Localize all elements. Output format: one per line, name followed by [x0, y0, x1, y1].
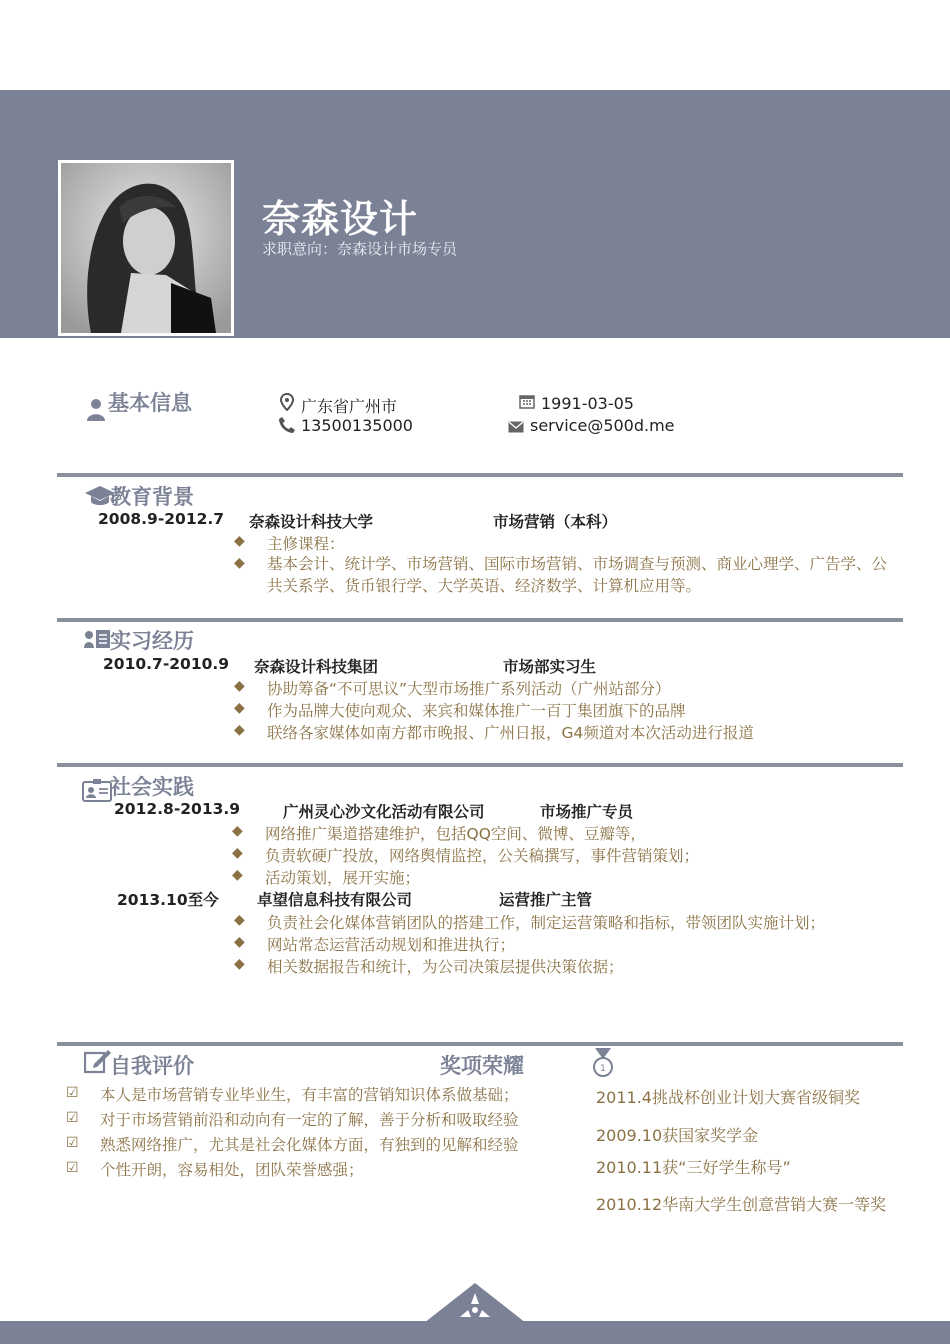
- divider: [57, 618, 903, 622]
- divider: [57, 473, 903, 477]
- job-item: 网络推广渠道搭建维护，包括QQ空间、微博、豆瓣等，: [265, 825, 646, 843]
- internship-item: 协助筹备“不可思议”大型市场推广系列活动（广州站部分）: [267, 680, 671, 698]
- internship-title: 实习经历: [110, 629, 194, 653]
- medal-icon: [590, 1047, 616, 1083]
- courses-text: 基本会计、统计学、市场营销、国际市场营销、市场调查与预测、商业心理学、广告学、公共关系学、货币银行学、大学英语、经济数学、计算机应用等。: [267, 555, 888, 595]
- mail-icon: [508, 418, 524, 437]
- job-intent: 求职意向：奈森设计市场专员: [262, 240, 458, 258]
- id-card-icon: [84, 628, 112, 654]
- self-eval-item: 熟悉网络推广，尤其是社会化媒体方面，有独到的见解和经验: [100, 1136, 519, 1154]
- bullet-diamond: ◆: [234, 700, 245, 716]
- location-icon: [280, 393, 294, 415]
- education-major: 市场营销（本科）: [493, 513, 618, 531]
- education-school: 奈森设计科技大学: [249, 513, 374, 531]
- award-item: 2010.11获“三好学生称号”: [596, 1158, 791, 1177]
- email-text: service@500d.me: [530, 416, 675, 435]
- bullet-diamond: ◆: [234, 678, 245, 694]
- bullet-diamond: ◆: [234, 722, 245, 738]
- job-item: 网站常态运营活动规划和推进执行；: [267, 936, 516, 954]
- job-item: 活动策划，展开实施；: [265, 869, 421, 887]
- footer-logo-icon: [424, 1283, 526, 1327]
- birth-date: 1991-03-05: [541, 394, 634, 413]
- job-company: 广州灵心沙文化活动有限公司: [283, 803, 485, 821]
- internship-company: 奈森设计科技集团: [254, 658, 379, 676]
- internship-period: 2010.7-2010.9: [103, 655, 230, 673]
- calendar-icon: [519, 393, 535, 413]
- bullet-diamond: ◆: [232, 823, 243, 839]
- award-item: 2009.10获国家奖学金: [596, 1126, 759, 1145]
- bullet-diamond: ◆: [234, 956, 245, 972]
- location-text: 广东省广州市: [301, 397, 398, 416]
- job-period: 2012.8-2013.9: [114, 800, 241, 818]
- internship-item: 联络各家媒体如南方都市晚报、广州日报，G4频道对本次活动进行报道: [267, 724, 754, 742]
- checkbox-icon: ☑: [66, 1160, 79, 1176]
- profile-photo: [58, 160, 234, 336]
- job-period: 2013.10至今: [117, 891, 219, 909]
- divider: [57, 763, 903, 767]
- self-eval-title: 自我评价: [110, 1054, 194, 1078]
- edit-icon: [84, 1048, 112, 1078]
- basic-info-title: 基本信息: [108, 391, 192, 415]
- award-item: 2011.4挑战杯创业计划大赛省级铜奖: [596, 1088, 860, 1107]
- job-item: 相关数据报告和统计，为公司决策层提供决策依据；: [267, 958, 624, 976]
- self-eval-item: 本人是市场营销专业毕业生，有丰富的营销知识体系做基础；: [100, 1086, 519, 1104]
- phone-icon: [278, 416, 296, 438]
- bullet-diamond: ◆: [234, 533, 245, 549]
- candidate-name: 奈森设计: [262, 197, 419, 241]
- checkbox-icon: ☑: [66, 1135, 79, 1151]
- bullet-diamond: ◆: [234, 912, 245, 928]
- internship-role: 市场部实习生: [503, 658, 597, 676]
- checkbox-icon: ☑: [66, 1085, 79, 1101]
- svg-text:1: 1: [600, 1064, 606, 1074]
- badge-icon: [82, 778, 112, 806]
- job-role: 市场推广专员: [540, 803, 634, 821]
- checkbox-icon: ☑: [66, 1110, 79, 1126]
- self-eval-item: 对于市场营销前沿和动向有一定的了解，善于分析和吸取经验: [100, 1111, 519, 1129]
- education-period: 2008.9-2012.7: [98, 510, 225, 528]
- award-item: 2010.12华南大学生创意营销大赛一等奖: [596, 1195, 887, 1214]
- internship-item: 作为品牌大使向观众、来宾和媒体推广一百丁集团旗下的品牌: [267, 702, 686, 720]
- education-title: 教育背景: [110, 485, 194, 509]
- job-item: 负责社会化媒体营销团队的搭建工作，制定运营策略和指标，带领团队实施计划；: [267, 914, 826, 932]
- bullet-diamond: ◆: [234, 555, 245, 571]
- job-company: 卓望信息科技有限公司: [257, 891, 413, 909]
- awards-title: 奖项荣耀: [440, 1054, 524, 1078]
- phone-text: 13500135000: [301, 416, 413, 435]
- courses-label: 主修课程：: [267, 535, 345, 553]
- job-item: 负责软硬广投放，网络舆情监控，公关稿撰写，事件营销策划；: [265, 847, 700, 865]
- self-eval-item: 个性开朗，容易相处，团队荣誉感强；: [100, 1161, 364, 1179]
- job-role: 运营推广主管: [499, 891, 593, 909]
- bullet-diamond: ◆: [232, 867, 243, 883]
- bullet-diamond: ◆: [234, 934, 245, 950]
- bullet-diamond: ◆: [232, 845, 243, 861]
- divider: [57, 1042, 903, 1046]
- social-title: 社会实践: [110, 775, 194, 799]
